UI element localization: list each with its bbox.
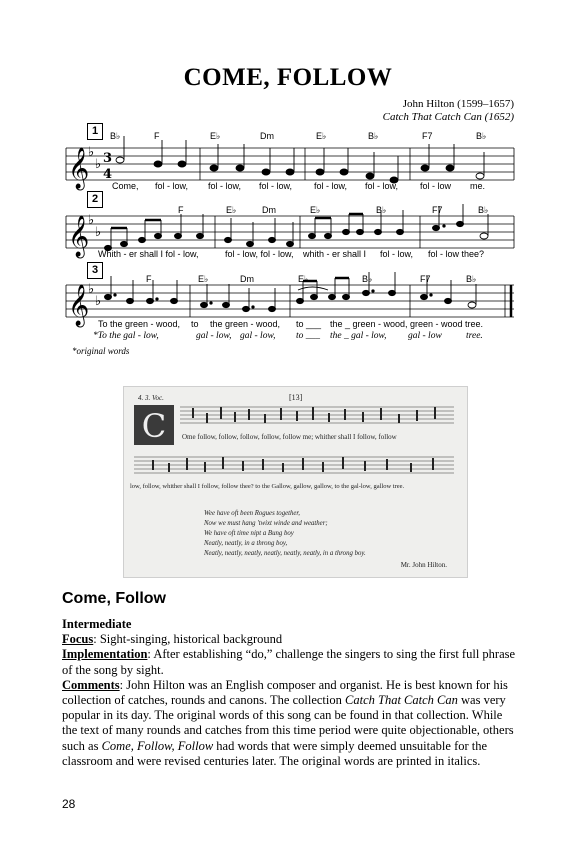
original-print-facsimile — [123, 386, 468, 578]
treble-clef-icon: 𝄞 — [68, 216, 90, 257]
treble-clef-icon: 𝄞 — [68, 285, 90, 326]
chord: B♭ — [376, 205, 387, 215]
original-lyric: *To the gal - low, — [93, 331, 159, 341]
system-number: 2 — [87, 191, 103, 208]
svg-text:♭: ♭ — [95, 294, 102, 309]
chord: F — [178, 205, 184, 215]
chord: B♭ — [466, 274, 477, 284]
chord: B♭ — [476, 131, 487, 141]
chord: E♭ — [298, 274, 309, 284]
chord: Dm — [262, 205, 276, 215]
lyric: fol - low, — [155, 181, 189, 191]
lyric: green - wood tree. — [410, 319, 484, 329]
svg-text:3: 3 — [103, 151, 113, 166]
svg-text:4: 4 — [103, 167, 113, 182]
section-heading: Come, Follow — [62, 590, 166, 607]
facsimile-page-number: [13] — [289, 393, 303, 402]
svg-text:C: C — [141, 407, 167, 445]
notes-system-2 — [105, 204, 489, 251]
lyric: To the green - wood, — [98, 319, 181, 329]
chord: F — [146, 274, 152, 284]
footnote: *original words — [72, 346, 130, 356]
lesson-notes — [62, 617, 517, 769]
chord: F7 — [422, 131, 433, 141]
lyric: whith - er shall I — [303, 249, 367, 259]
chord: Dm — [260, 131, 274, 141]
lyric: fol - low, — [380, 249, 414, 259]
focus-paragraph: Focus: Sight-singing, historical background — [62, 632, 283, 647]
lyric: me. — [470, 181, 486, 191]
chord: B♭ — [478, 205, 489, 215]
lyric: to — [191, 319, 199, 329]
decorated-initial-icon — [134, 405, 174, 445]
original-lyric: to ___ — [296, 331, 321, 341]
lyric: the _ green - wood, — [330, 319, 408, 329]
facsimile-voices: 4. 3. Voc. — [138, 394, 164, 402]
chord: B♭ — [368, 131, 379, 141]
lyric: Come, — [112, 181, 139, 191]
original-lyric: gal - low — [408, 331, 442, 341]
lyric: fol - low, — [259, 181, 293, 191]
svg-text:♭: ♭ — [88, 282, 95, 297]
chord: F — [154, 131, 160, 141]
svg-text:♭: ♭ — [95, 225, 102, 240]
original-lyric: the _ gal - low, — [330, 331, 387, 341]
chord: F7 — [420, 274, 431, 284]
treble-clef-icon: 𝄞 — [68, 148, 90, 189]
lyric: fol - low, — [208, 181, 242, 191]
original-lyric: gal - low, — [240, 331, 276, 341]
lyric: Whith - er shall I fol - low, — [98, 249, 199, 259]
lyric: fol - low — [420, 181, 452, 191]
svg-text:♭: ♭ — [88, 145, 95, 160]
lyric: the green - wood, — [210, 319, 281, 329]
chord: E♭ — [316, 131, 327, 141]
lyric: fol - low, fol - low, — [225, 249, 294, 259]
sheet-music — [0, 118, 576, 358]
chord: E♭ — [198, 274, 209, 284]
chord: F7 — [432, 205, 443, 215]
page-number: 28 — [62, 797, 76, 811]
lyric: to ___ — [296, 319, 322, 329]
source-collection: Catch That Catch Can (1652) — [382, 111, 514, 123]
song-title: COME, FOLLOW — [183, 64, 393, 91]
chord: B♭ — [362, 274, 373, 284]
facsimile-signature: Mr. John Hilton. — [400, 561, 447, 569]
comments-paragraph: Comments: John Hilton was an English composer and organist. He is best known for his collection of catches, rounds and canons. The collection Catch That Catch Can was very popular in its day. The original words of this song can be found in that collection. While the text of many rounds and catches from this time period were quite objectionable, others such as Come, Follow, Follow had words that were simply deemed unsuitable for the classroom and were revised centuries later. The original words are printed in italics. — [62, 677, 514, 768]
system-number: 1 — [87, 123, 103, 140]
original-lyric: gal - low, — [196, 331, 232, 341]
implementation-paragraph: Implementation: After establishing “do,” challenge the singers to sing the first full phrase of the song by sight. — [62, 647, 516, 677]
svg-text:♭: ♭ — [95, 157, 102, 172]
original-lyric: tree. — [466, 331, 483, 341]
facsimile-line-1: Ome follow, follow, follow, follow, follow me; whither shall I follow, follow — [182, 433, 397, 441]
chord: B♭ — [110, 131, 121, 141]
chord: E♭ — [310, 205, 321, 215]
facsimile-verse: Wee have oft been Rogues together, Now we must hang 'twixt winde and weather; We have oft time nipt a Bung boy Neatly, neatly, in a throng boy, Neatly, neatly, neatly, neatly, neatly, neatly, in a throng boy. — [204, 510, 366, 557]
lyric: fol - low, — [314, 181, 348, 191]
composer-name: John Hilton (1599–1657) — [402, 98, 514, 110]
system-number: 3 — [87, 262, 103, 279]
chord: Dm — [240, 274, 254, 284]
notes-system-1 — [116, 136, 484, 183]
chord: E♭ — [226, 205, 237, 215]
lyric: fol - low, — [365, 181, 399, 191]
chord: E♭ — [210, 131, 221, 141]
lyric: fol - low thee? — [428, 249, 485, 259]
svg-text:♭: ♭ — [88, 213, 95, 228]
facsimile-line-2: low, follow, whither shall I follow, follow thee? to the Gallow, gallow, gallow, to the gal-low, gallow tree. — [130, 483, 405, 490]
level-label: Intermediate — [62, 617, 132, 631]
